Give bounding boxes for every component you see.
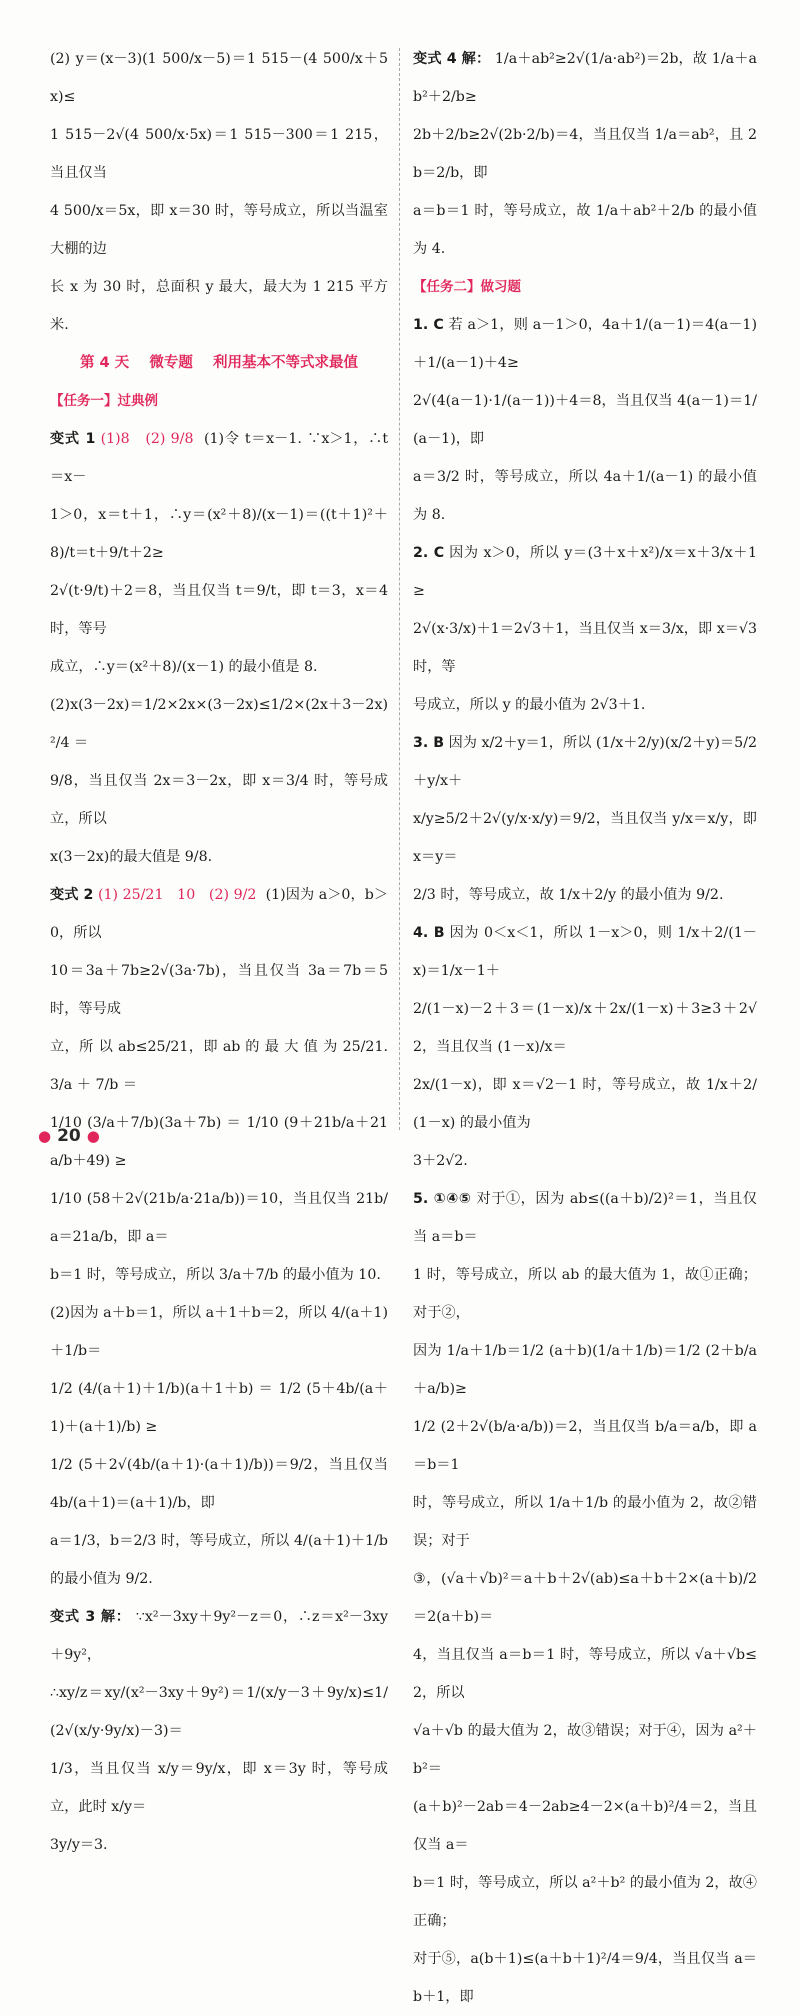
problem-line: [413, 914, 757, 990]
solution-line: 10＝3a＋7b≥2√(3a·7b)，当且仅当 3a＝7b＝5 时，等号成: [50, 963, 393, 1017]
solution-line: 2/(1－x)－2＋3＝(1－x)/x＋2x/(1－x)＋3≥3＋2√2，当且仅当 (1－x)/x＝: [413, 1001, 757, 1055]
answer-key: (1)8 (2) 9/8: [100, 431, 194, 447]
solution-line: 因为 1/a＋1/b＝1/2 (a＋b)(1/a＋1/b)＝1/2 (2＋b/a＋a/b)≥: [413, 1343, 757, 1397]
left-column: [50, 40, 393, 1864]
solution-line: 9/8，当且仅当 2x＝3－2x，即 x＝3/4 时，等号成立，所以: [50, 773, 388, 827]
footer-dot-icon: ●: [38, 1127, 52, 1145]
solution-line: ③，(√a＋√b)²＝a＋b＋2√(ab)≤a＋b＋2×(a＋b)/2＝2(a＋b)＝: [413, 1571, 757, 1625]
solution-line: 立，所 以 ab≤25/21，即 ab 的 最 大 值 为 25/21. 3/a ＋ 7/b ＝: [50, 1039, 393, 1093]
problem-label: 变式 4 解：: [413, 51, 491, 67]
solution-line: 2b＋2/b≥2√(2b·2/b)＝4，当且仅当 1/a＝ab²，且 2b＝2/b，即: [413, 127, 757, 181]
solution-line: 3＋2√2.: [413, 1153, 468, 1169]
footer-dot-icon: ●: [86, 1127, 100, 1145]
problem-label: 4. B: [413, 925, 445, 941]
solution-line: a＝b＝1 时，等号成立，故 1/a＋ab²＋2/b 的最小值为 4.: [413, 203, 757, 257]
problem-line: [50, 420, 388, 496]
solution-line: 长 x 为 30 时，总面积 y 最大，最大为 1 215 平方米.: [50, 279, 388, 333]
solution-line: 1/10 (58＋2√(21b/a·21a/b))＝10，当且仅当 21b/a＝21a/b，即 a＝: [50, 1191, 388, 1245]
problem-line: [413, 534, 757, 610]
solution-line: 1 515－2√(4 500/x·5x)＝1 515－300＝1 215，当且仅当: [50, 127, 388, 181]
problem-line: [413, 306, 757, 382]
solution-line: (2) y＝(x－3)(1 500/x－5)＝1 515－(4 500/x＋5x)≤: [50, 51, 388, 105]
column-divider: [399, 48, 400, 1130]
solution-line: b＝1 时，等号成立，所以 a²＋b² 的最小值为 2，故④正确；: [413, 1875, 757, 1929]
solution-line: 1/2 (4/(a＋1)＋1/b)(a＋1＋b) ＝ 1/2 (5＋4b/(a＋1)＋(a＋1)/b) ≥: [50, 1381, 388, 1435]
solution-text: 因为 x/2＋y＝1，所以 (1/x＋2/y)(x/2＋y)＝5/2＋y/x＋: [413, 735, 757, 789]
solution-text: 因为 0＜x＜1，所以 1－x＞0，则 1/x＋2/(1－x)＝1/x－1＋: [413, 925, 757, 979]
solution-line: (2)因为 a＋b＝1，所以 a＋1＋b＝2，所以 4/(a＋1)＋1/b＝: [50, 1305, 388, 1359]
solution-text: 1/a＋ab²≥2√(1/a·ab²)＝2b，故 1/a＋ab²＋2/b≥: [413, 51, 757, 105]
answer-key: (1) 25/21 10 (2) 9/2: [97, 887, 257, 903]
problem-label: 3. B: [413, 735, 445, 751]
solution-line: 3y/y＝3.: [50, 1837, 108, 1853]
solution-text: (1)因为 a＞0，b＞0，所以: [50, 887, 389, 941]
solution-line: 2√(4(a－1)·1/(a－1))＋4＝8，当且仅当 4(a－1)＝1/(a－1)，即: [413, 393, 757, 447]
solution-line: 时，等号成立，所以 1/a＋1/b 的最小值为 2，故②错误；对于: [413, 1495, 757, 1549]
problem-label: 1. C: [413, 317, 444, 333]
problem-label: 变式 2: [50, 887, 94, 903]
solution-line: (2)x(3－2x)＝1/2×2x×(3－2x)≤1/2×(2x＋3－2x)²/4 ＝: [50, 697, 388, 751]
solution-line: b＝1 时，等号成立，所以 3/a＋7/b 的最小值为 10.: [50, 1267, 381, 1283]
problem-line: [50, 876, 388, 952]
problem-label: 变式 1: [50, 431, 96, 447]
task-heading: 【任务二】做习题: [413, 279, 521, 295]
solution-line: 1＞0，x＝t＋1，∴y＝(x²＋8)/(x－1)＝((t＋1)²＋8)/t＝t＋9/t＋2≥: [50, 507, 388, 561]
right-column: [413, 40, 762, 2016]
solution-line: 1/3，当且仅当 x/y＝9y/x，即 x＝3y 时，等号成立，此时 x/y＝: [50, 1761, 388, 1815]
solution-line: 1/2 (5＋2√(4b/(a＋1)·(a＋1)/b))＝9/2，当且仅当 4b/(a＋1)＝(a＋1)/b，即: [50, 1457, 393, 1511]
section-title: 第 4 天 微专题 利用基本不等式求最值: [79, 355, 359, 371]
solution-line: 号成立，所以 y 的最小值为 2√3＋1.: [413, 697, 646, 713]
solution-line: 对于⑤，a(b＋1)≤(a＋b＋1)²/4＝9/4，当且仅当 a＝b＋1，即: [413, 1951, 757, 2005]
solution-line: 2√(t·9/t)＋2＝8，当且仅当 t＝9/t，即 t＝3，x＝4 时，等号: [50, 583, 393, 637]
problem-line: [413, 1180, 757, 1256]
solution-line: 1/10 (3/a＋7/b)(3a＋7b) ＝ 1/10 (9＋21b/a＋21a/b＋49) ≥: [50, 1115, 388, 1169]
solution-line: x(3－2x)的最大值是 9/8.: [50, 849, 213, 865]
solution-text: 因为 x＞0，所以 y＝(3＋x＋x²)/x＝x＋3/x＋1≥: [413, 545, 758, 599]
solution-line: 2x/(1－x)，即 x＝√2－1 时，等号成立，故 1/x＋2/(1－x) 的最小值为: [413, 1077, 757, 1131]
problem-label: 5. ①④⑤: [413, 1191, 472, 1207]
problem-line: [50, 1598, 388, 1674]
solution-text: 若 a＞1，则 a－1＞0，4a＋1/(a－1)＝4(a－1)＋1/(a－1)＋4≥: [413, 317, 757, 371]
solution-text: (1)令 t＝x－1. ∵x＞1，∴t＝x－: [50, 431, 389, 485]
solution-line: a＝3/2 时，等号成立，所以 4a＋1/(a－1) 的最小值为 8.: [413, 469, 757, 523]
solution-line: x/y≥5/2＋2√(y/x·x/y)＝9/2，当且仅当 y/x＝x/y，即 x＝y＝: [413, 811, 762, 865]
solution-line: 4 500/x＝5x，即 x＝30 时，等号成立，所以当温室大棚的边: [50, 203, 388, 257]
solution-text: ∵x²－3xy＋9y²－z＝0，∴z＝x²－3xy＋9y²，: [50, 1609, 388, 1663]
solution-line: 2√(x·3/x)＋1＝2√3＋1，当且仅当 x＝3/x，即 x＝√3 时，等: [413, 621, 762, 675]
solution-line: 成立，∴y＝(x²＋8)/(x－1) 的最小值是 8.: [50, 659, 318, 675]
problem-label: 2. C: [413, 545, 445, 561]
solution-line: √a＋√b 的最大值为 2，故③错误；对于④，因为 a²＋b²＝: [413, 1723, 757, 1777]
solution-line: 1 时，等号成立，所以 ab 的最大值为 1，故①正确；对于②，: [413, 1267, 757, 1321]
task-heading: 【任务一】过典例: [50, 393, 158, 409]
solution-line: 4，当且仅当 a＝b＝1 时，等号成立，所以 √a＋√b≤2，所以: [413, 1647, 757, 1701]
page-number: 20: [57, 1126, 81, 1146]
solution-line: ∴xy/z＝xy/(x²－3xy＋9y²)＝1/(x/y－3＋9y/x)≤1/(2√(x/y·9y/x)－3)＝: [50, 1685, 388, 1739]
problem-label: 变式 3 解：: [50, 1609, 131, 1625]
problem-line: [413, 724, 757, 800]
page-footer: [38, 1126, 100, 1146]
solution-line: 1/2 (2＋2√(b/a·a/b))＝2，当且仅当 b/a＝a/b，即 a＝b＝1: [413, 1419, 757, 1473]
solution-line: (a＋b)²－2ab＝4－2ab≥4－2×(a＋b)²/4＝2，当且仅当 a＝: [413, 1799, 757, 1853]
problem-line: [413, 40, 757, 116]
solution-text: 对于①，因为 ab≤((a＋b)/2)²＝1，当且仅当 a＝b＝: [413, 1191, 757, 1245]
solution-line: 2/3 时，等号成立，故 1/x＋2/y 的最小值为 9/2.: [413, 887, 724, 903]
solution-line: a＝1/3，b＝2/3 时，等号成立，所以 4/(a＋1)＋1/b 的最小值为 9/2.: [50, 1533, 393, 1587]
